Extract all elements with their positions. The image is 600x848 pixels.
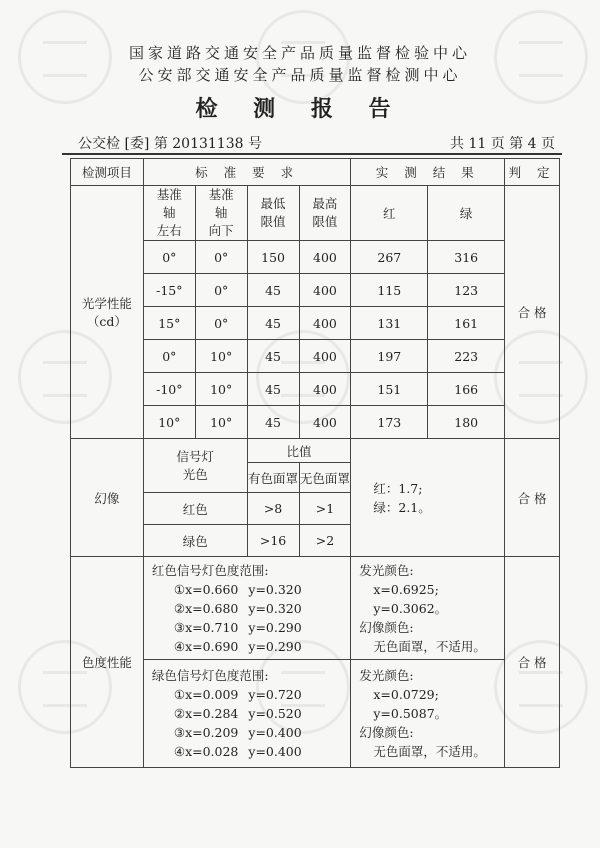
optical-row: 15° 0° 45 400 131 161 <box>71 307 560 340</box>
optical-row: -15° 0° 45 400 115 123 <box>71 274 560 307</box>
phantom-row: 红色 >8 >1 <box>71 493 560 525</box>
phantom-header-row <box>71 439 560 463</box>
optical-col-min: 最低 限值 <box>247 186 299 241</box>
header-row <box>71 159 560 186</box>
optical-col-header-row <box>71 186 560 241</box>
optical-row: 0° 10° 45 400 197 223 <box>71 340 560 373</box>
phantom-label: 幻像 <box>71 439 144 557</box>
center-name-2: 公安部交通安全产品质量监督检测中心 <box>138 66 462 84</box>
test-results-table <box>70 158 560 768</box>
phantom-result: 红：1.7; 绿：2.1。 <box>351 439 505 557</box>
optical-row: -10° 10° 45 400 151 166 <box>71 373 560 406</box>
col-result-header: 实 测 结 果 <box>351 159 505 186</box>
header-rule <box>62 153 562 155</box>
without-colored-mask-header: 无色面罩 <box>299 463 351 493</box>
chroma-red-row <box>71 557 560 660</box>
center-name-1: 国家道路交通安全产品质量监督检验中心 <box>128 44 471 62</box>
red-chroma-requirement: 红色信号灯色度范围: ①x=0.660 y=0.320 ②x=0.680 y=0.320 ③x=0.710 y=0.290 ④x=0.690 y=0.290 <box>143 557 351 660</box>
optical-row: 10° 10° 45 400 173 180 <box>71 406 560 439</box>
col-verdict-header: 判 定 <box>505 159 560 186</box>
optical-col-green: 绿 <box>428 186 505 241</box>
with-colored-mask-header: 有色面罩 <box>247 463 299 493</box>
page-info: 共 11 页 第 4 页 <box>450 136 555 152</box>
chroma-green-row <box>71 660 560 768</box>
optical-col-max: 最高 限值 <box>299 186 351 241</box>
optical-row: 0° 0° 150 400 267 316 <box>71 241 560 274</box>
report-number: 公交检 [委] 第 20131138 号 <box>78 136 262 152</box>
optical-verdict: 合 格 <box>505 186 560 439</box>
report-title: 检 测 报 告 <box>195 96 405 122</box>
red-chroma-result: 发光颜色: x=0.6925; y=0.3062。 幻像颜色: 无色面罩，不适用。 <box>351 557 505 660</box>
phantom-verdict: 合 格 <box>505 439 560 557</box>
optical-col-h-left-right: 基准 轴 左右 <box>143 186 195 241</box>
optical-col-h-down: 基准 轴 向下 <box>195 186 247 241</box>
green-chroma-result: 发光颜色: x=0.0729; y=0.5087。 幻像颜色: 无色面罩，不适用。 <box>351 660 505 768</box>
phantom-row: 绿色 >16 >2 <box>71 525 560 557</box>
col-item-header: 检测项目 <box>71 159 144 186</box>
optical-label: 光学性能 （cd） <box>71 186 144 439</box>
ratio-header: 比值 <box>247 439 351 463</box>
chroma-verdict: 合 格 <box>505 557 560 768</box>
optical-col-red: 红 <box>351 186 428 241</box>
chroma-label: 色度性能 <box>71 557 144 768</box>
signal-color-header: 信号灯 光色 <box>143 439 247 493</box>
col-requirement-header: 标 准 要 求 <box>143 159 351 186</box>
green-chroma-requirement: 绿色信号灯色度范围: ①x=0.009 y=0.720 ②x=0.284 y=0.520 ③x=0.209 y=0.400 ④x=0.028 y=0.400 <box>143 660 351 768</box>
